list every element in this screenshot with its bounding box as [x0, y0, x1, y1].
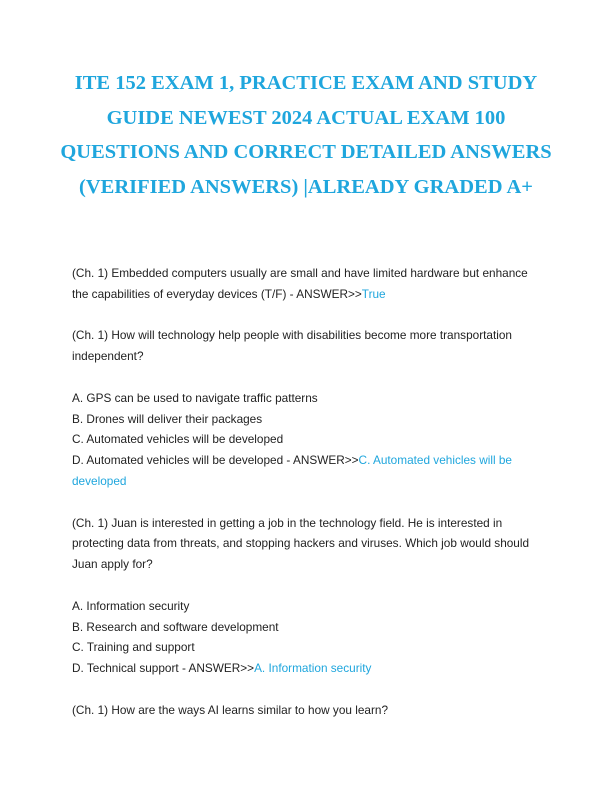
question-2-answer: C. Automated vehicles will be developed: [72, 453, 512, 488]
question-1: [72, 263, 542, 305]
question-3-answer: A. Information security: [254, 661, 372, 676]
question-2-option-d: [72, 450, 542, 492]
question-2-option-d-text: D. Automated vehicles will be developed - ANSWER>>: [72, 453, 359, 468]
question-1-answer: True: [361, 286, 386, 301]
question-1-text: (Ch. 1) Embedded computers usually are small and have limited hardware but enhance the capabilities of everyday devices (T/F) - ANSWER>>: [72, 266, 528, 301]
question-3-option-d-text: D. Technical support - ANSWER>>: [72, 661, 255, 676]
spacer: [72, 305, 542, 326]
question-3-option-d: [72, 658, 542, 679]
spacer: [72, 575, 542, 596]
spacer: [72, 492, 542, 513]
question-3-option-b: B. Research and software development: [72, 619, 279, 634]
question-3-option-c: C. Training and support: [72, 640, 195, 655]
document-body: [72, 263, 542, 721]
question-2-option-c: C. Automated vehicles will be developed: [72, 432, 284, 447]
question-4: (Ch. 1) How are the ways AI learns similar to how you learn?: [72, 702, 389, 717]
question-2: (Ch. 1) How will technology help people with disabilities become more transportation independent?: [72, 328, 512, 364]
question-2-option-a: A. GPS can be used to navigate traffic patterns: [72, 390, 318, 405]
question-2-option-b: B. Drones will deliver their packages: [72, 411, 263, 426]
document-title: ITE 152 EXAM 1, PRACTICE EXAM AND STUDY GUIDE NEWEST 2024 ACTUAL EXAM 100 QUESTIONS AND CORRECT DETAILED ANSWERS (VERIFIED ANSWERS) |ALREADY GRADED A+: [60, 72, 552, 198]
spacer: [72, 679, 542, 700]
spacer: [72, 367, 542, 388]
question-3: (Ch. 1) Juan is interested in getting a job in the technology field. He is interested in protecting data from threats, and stopping hackers and viruses. Which job would should Juan apply for?: [72, 515, 530, 572]
question-3-option-a: A. Information security: [72, 598, 190, 613]
